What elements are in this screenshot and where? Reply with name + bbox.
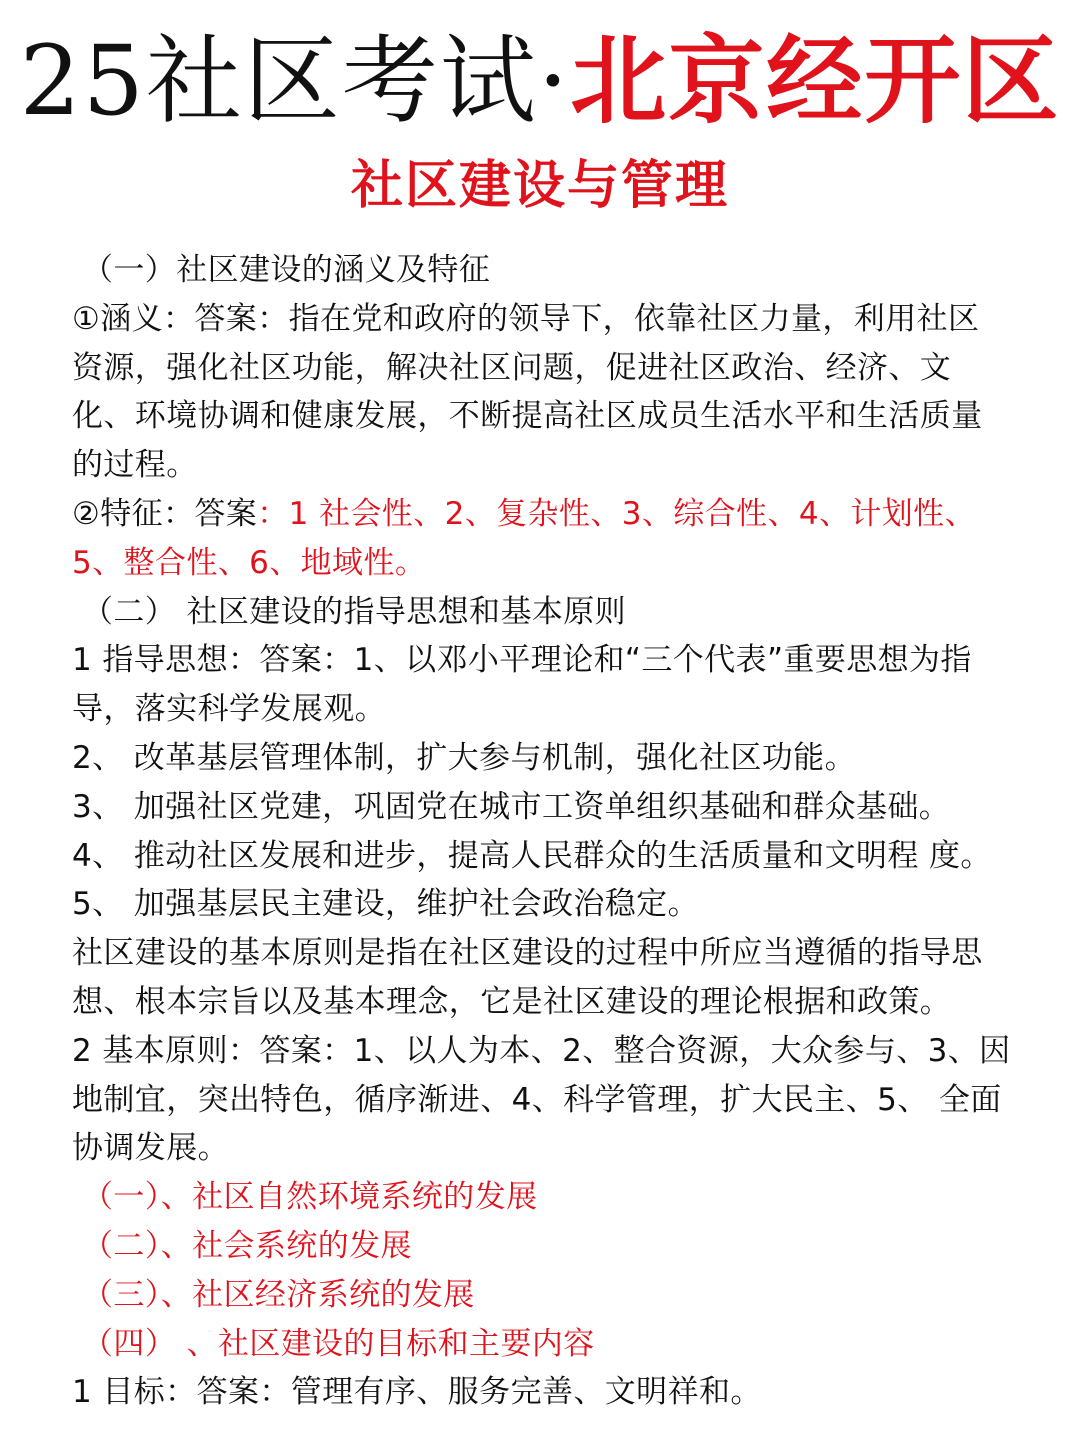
list-item: 3、 加强社区党建，巩固党在城市工资单组织基础和群众基础。 xyxy=(72,788,951,825)
red-heading: （一）、社区自然环境系统的发展 xyxy=(82,1179,538,1216)
feature-label: ②特征：答案 xyxy=(72,495,258,532)
paragraph-line: ①涵义：答案：指在党和政府的领导下，依靠社区力量，利用社区 xyxy=(72,300,980,337)
page-subtitle: 社区建设与管理 xyxy=(350,156,729,216)
section-heading-1: （一）社区建设的涵义及特征 xyxy=(82,252,491,288)
feature-answer-cont: 5、整合性、6、地域性。 xyxy=(72,544,427,581)
paragraph-line xyxy=(72,490,1016,539)
red-heading: （三）、社区经济系统的发展 xyxy=(82,1276,475,1313)
paragraph-line: 的过程。 xyxy=(72,447,198,484)
paragraph-line: 2 基本原则：答案：1、以人为本、2、整合资源，大众参与、3、因 xyxy=(72,1032,1011,1069)
paragraph-line: 1 指导思想：答案：1、以邓小平理论和“三个代表”重要思想为指 xyxy=(72,642,972,679)
title-main: 25社区考试· xyxy=(19,25,571,137)
article-body xyxy=(72,246,1016,1417)
feature-answer: ：1 社会性、2、复杂性、3、综合性、4、计划性、 xyxy=(257,495,976,532)
red-heading: （四） 、社区建设的目标和主要内容 xyxy=(82,1325,595,1362)
title-highlight: 北京经开区 xyxy=(570,25,1061,137)
paragraph-line: 社区建设的基本原则是指在社区建设的过程中所应当遵循的指导思 xyxy=(72,935,983,972)
paragraph-line: 1 目标：答案：管理有序、服务完善、文明祥和。 xyxy=(72,1374,762,1411)
paragraph-line: 导，落实科学发展观。 xyxy=(72,691,386,728)
paragraph-line: 地制宜，突出特色，循序渐进、4、科学管理，扩大民主、5、 全面 xyxy=(72,1081,1002,1118)
paragraph-line: 化、环境协调和健康发展，不断提高社区成员生活水平和生活质量 xyxy=(72,398,983,435)
list-item: 2、 改革基层管理体制，扩大参与机制，强化社区功能。 xyxy=(72,739,856,776)
section-heading-2: （二） 社区建设的指导思想和基本原则 xyxy=(82,593,627,630)
list-item: 5、 加强基层民主建设，维护社会政治稳定。 xyxy=(72,886,699,923)
red-heading: （二）、社会系统的发展 xyxy=(82,1227,412,1264)
paragraph-line: 资源，强化社区功能，解决社区问题，促进社区政治、经济、文 xyxy=(72,349,952,386)
page-title xyxy=(0,22,1080,140)
paragraph-line: 想、根本宗旨以及基本理念，它是社区建设的理论根据和政策。 xyxy=(72,983,952,1020)
paragraph-line: 协调发展。 xyxy=(72,1130,229,1167)
list-item: 4、 推动社区发展和进步，提高人民群众的生活质量和文明程 度。 xyxy=(72,837,992,874)
